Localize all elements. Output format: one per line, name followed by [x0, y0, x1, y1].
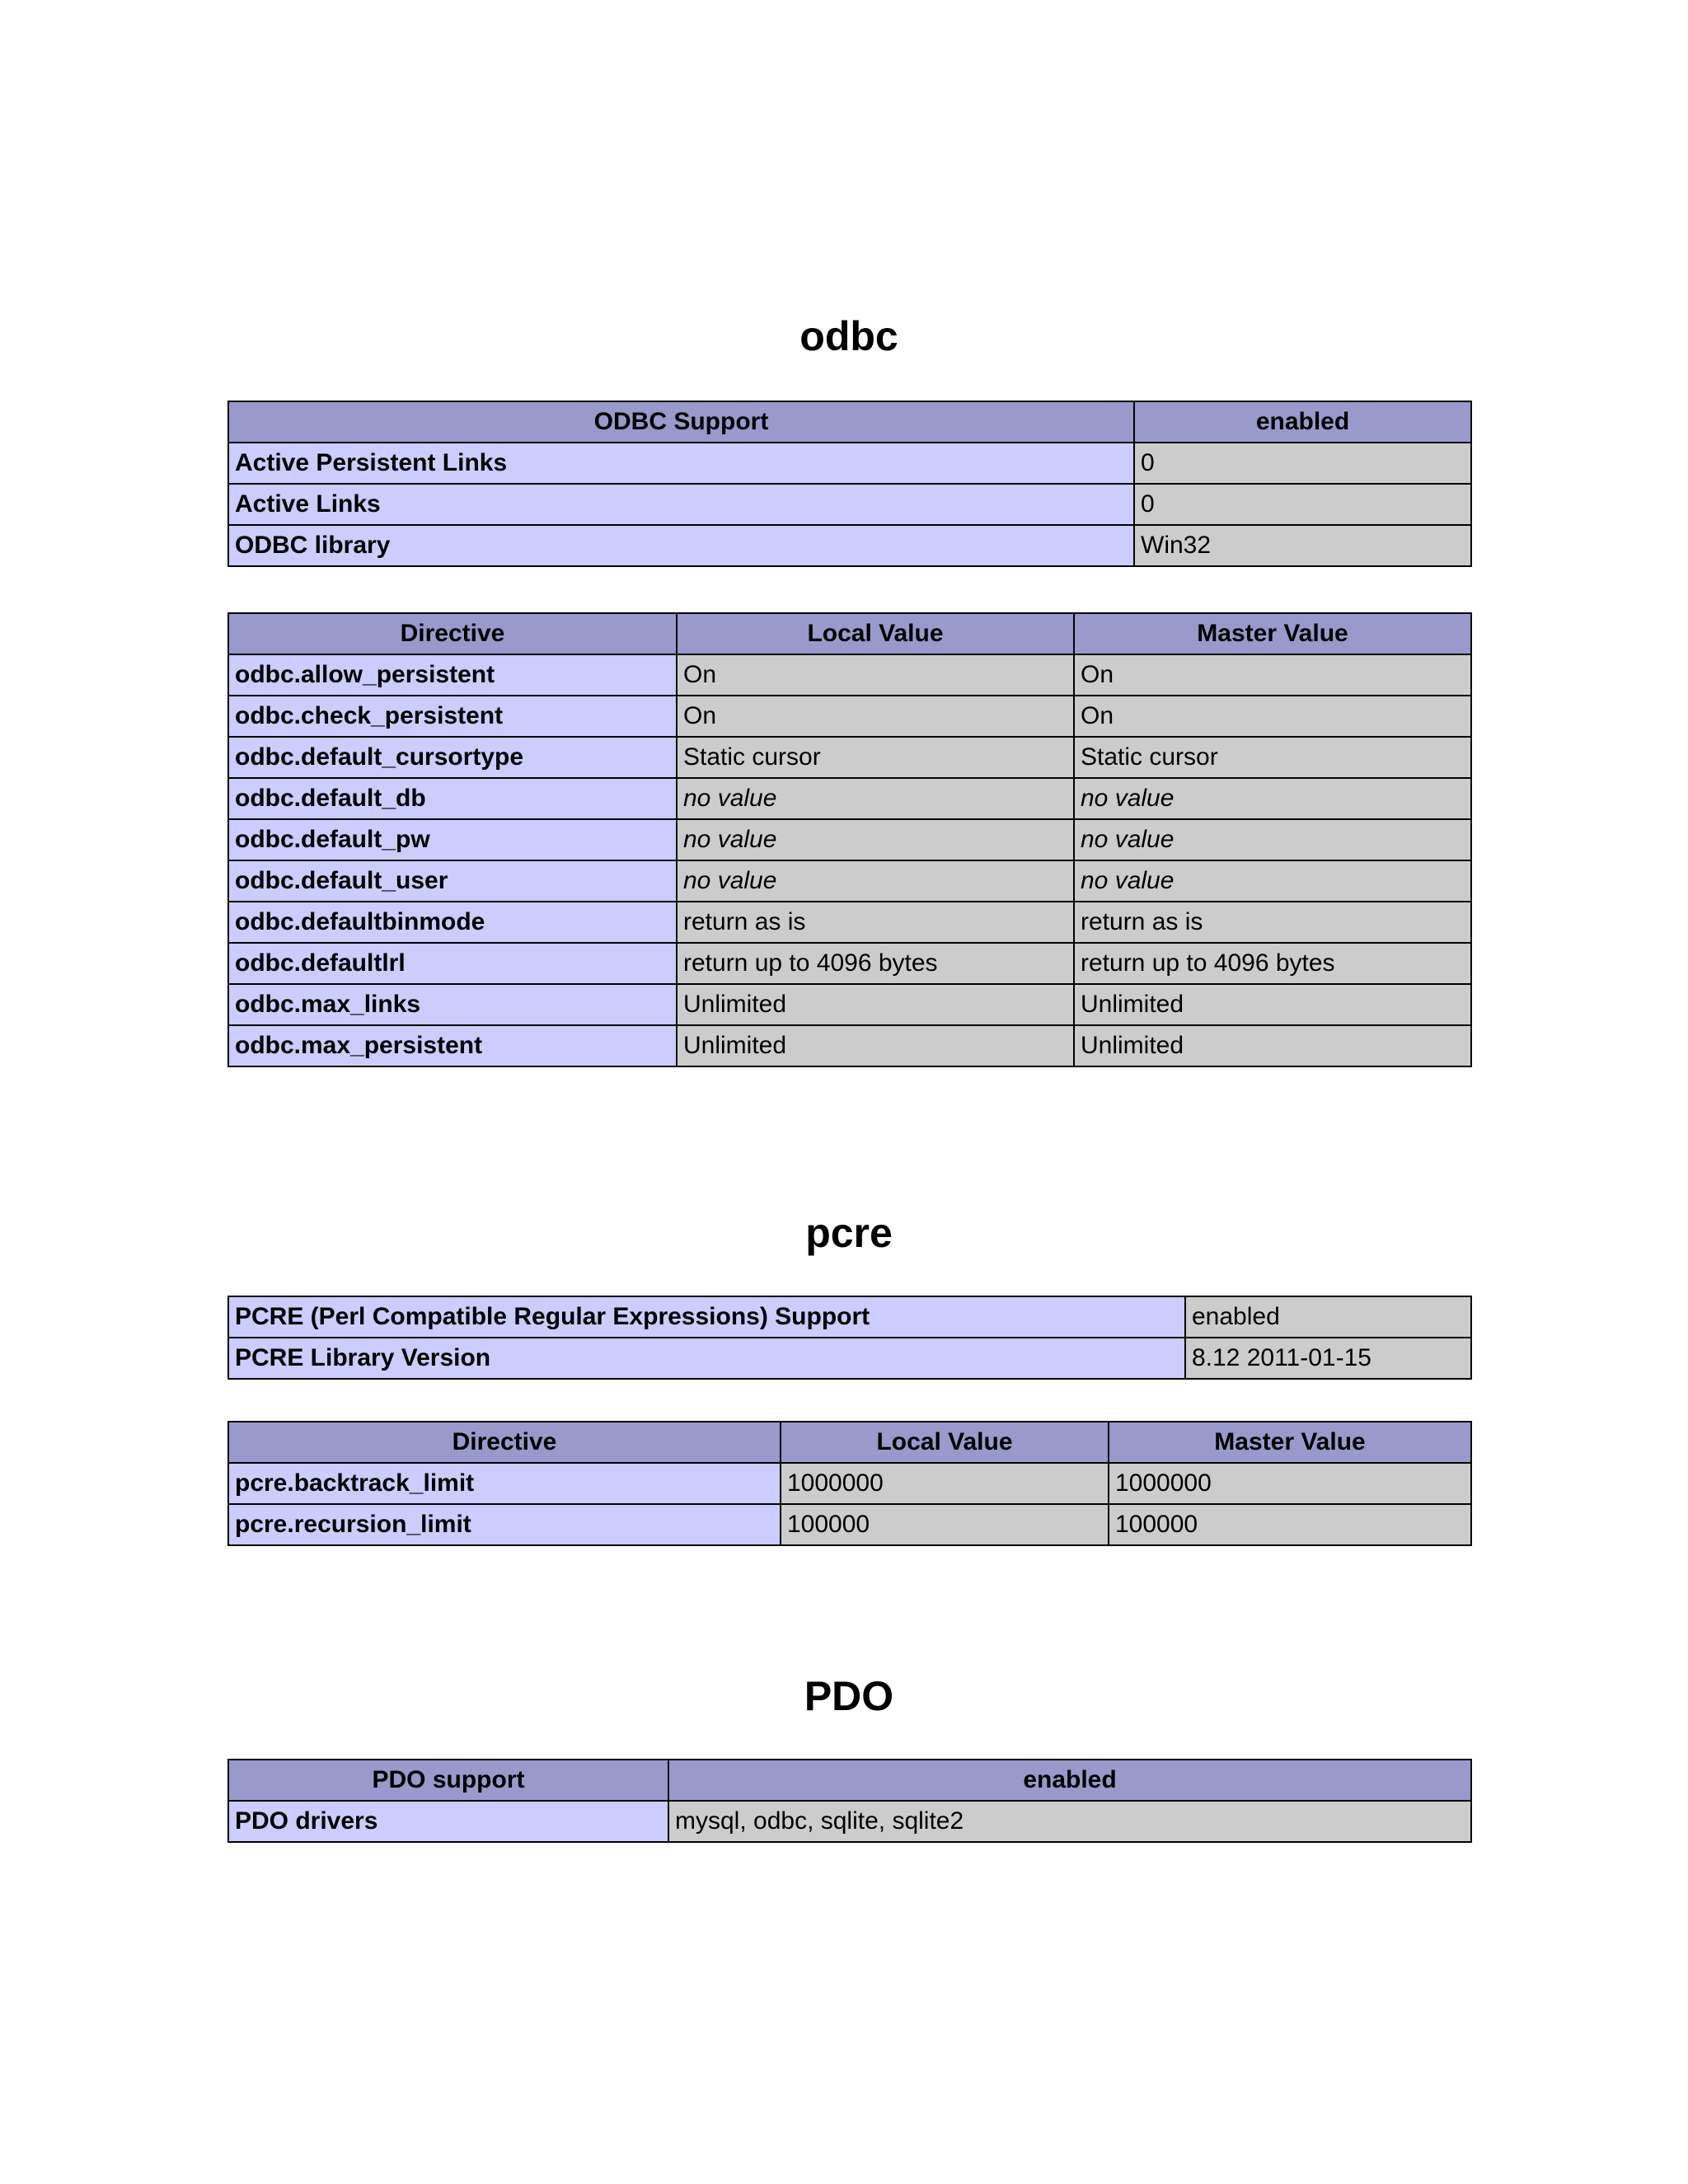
table-row	[228, 443, 1471, 484]
header-cell: Directive	[228, 613, 677, 654]
section-pcre	[227, 1208, 1470, 1258]
no-value-text: no value	[1081, 785, 1175, 812]
master-value: On	[1074, 654, 1471, 696]
table-row	[228, 860, 1471, 902]
directive-name: odbc.allow_persistent	[228, 654, 677, 696]
directive-name: odbc.defaultlrl	[228, 943, 677, 984]
odbc-directive-table	[227, 612, 1472, 1067]
header-cell: enabled	[1134, 401, 1471, 443]
table-row	[228, 1463, 1471, 1504]
header-cell: ODBC Support	[228, 401, 1134, 443]
row-value: enabled	[1185, 1296, 1471, 1338]
table-row	[228, 778, 1471, 819]
local-value	[677, 819, 1074, 860]
row-label: PDO drivers	[228, 1801, 668, 1842]
master-value: Unlimited	[1074, 1025, 1471, 1066]
pdo-info-table	[227, 1759, 1472, 1843]
local-value: On	[677, 654, 1074, 696]
table-row	[228, 1801, 1471, 1842]
row-value: mysql, odbc, sqlite, sqlite2	[668, 1801, 1471, 1842]
row-value: 8.12 2011-01-15	[1185, 1338, 1471, 1379]
section-title-pcre: pcre	[805, 1210, 893, 1256]
master-value: return up to 4096 bytes	[1074, 943, 1471, 984]
local-value: Unlimited	[677, 984, 1074, 1025]
header-cell: enabled	[668, 1760, 1471, 1801]
local-value: Static cursor	[677, 737, 1074, 778]
header-cell: Directive	[228, 1422, 781, 1463]
master-value: Unlimited	[1074, 984, 1471, 1025]
table-row	[228, 1025, 1471, 1066]
directive-name: odbc.max_links	[228, 984, 677, 1025]
table-header-row	[228, 1422, 1471, 1463]
table-header-row	[228, 401, 1471, 443]
table-row	[228, 984, 1471, 1025]
header-cell: Local Value	[781, 1422, 1109, 1463]
no-value-text: no value	[1081, 867, 1175, 894]
pcre-info-table	[227, 1296, 1472, 1380]
directive-name: odbc.default_pw	[228, 819, 677, 860]
row-label: Active Persistent Links	[228, 443, 1134, 484]
section-pdo	[227, 1671, 1470, 1721]
header-cell: Local Value	[677, 613, 1074, 654]
section-odbc	[227, 312, 1470, 361]
local-value: 1000000	[781, 1463, 1109, 1504]
table-row	[228, 902, 1471, 943]
local-value: Unlimited	[677, 1025, 1074, 1066]
master-value	[1074, 778, 1471, 819]
header-cell: Master Value	[1074, 613, 1471, 654]
local-value: On	[677, 696, 1074, 737]
table-row	[228, 1296, 1471, 1338]
local-value	[677, 778, 1074, 819]
row-label: ODBC library	[228, 525, 1134, 566]
master-value: On	[1074, 696, 1471, 737]
local-value: return up to 4096 bytes	[677, 943, 1074, 984]
no-value-text: no value	[683, 867, 777, 894]
row-label: Active Links	[228, 484, 1134, 525]
master-value	[1074, 819, 1471, 860]
directive-name: odbc.default_user	[228, 860, 677, 902]
table-row	[228, 1338, 1471, 1379]
section-title-pdo: PDO	[804, 1673, 894, 1719]
table-row	[228, 525, 1471, 566]
odbc-info-table	[227, 401, 1472, 567]
directive-name: odbc.default_db	[228, 778, 677, 819]
master-value: 100000	[1109, 1504, 1471, 1545]
directive-name: pcre.backtrack_limit	[228, 1463, 781, 1504]
row-value: 0	[1134, 484, 1471, 525]
row-value: Win32	[1134, 525, 1471, 566]
table-row	[228, 819, 1471, 860]
no-value-text: no value	[1081, 826, 1175, 853]
table-header-row	[228, 1760, 1471, 1801]
local-value	[677, 860, 1074, 902]
master-value: Static cursor	[1074, 737, 1471, 778]
pcre-directive-table	[227, 1421, 1472, 1546]
master-value	[1074, 860, 1471, 902]
table-row	[228, 943, 1471, 984]
section-title-odbc: odbc	[799, 313, 898, 359]
no-value-text: no value	[683, 826, 777, 853]
directive-name: odbc.defaultbinmode	[228, 902, 677, 943]
directive-name: pcre.recursion_limit	[228, 1504, 781, 1545]
master-value: 1000000	[1109, 1463, 1471, 1504]
table-header-row	[228, 613, 1471, 654]
no-value-text: no value	[683, 785, 777, 812]
row-label: PCRE Library Version	[228, 1338, 1185, 1379]
directive-name: odbc.default_cursortype	[228, 737, 677, 778]
row-value: 0	[1134, 443, 1471, 484]
master-value: return as is	[1074, 902, 1471, 943]
table-row	[228, 654, 1471, 696]
directive-name: odbc.max_persistent	[228, 1025, 677, 1066]
row-label: PCRE (Perl Compatible Regular Expressions) Support	[228, 1296, 1185, 1338]
header-cell: PDO support	[228, 1760, 668, 1801]
table-row	[228, 484, 1471, 525]
header-cell: Master Value	[1109, 1422, 1471, 1463]
directive-name: odbc.check_persistent	[228, 696, 677, 737]
table-row	[228, 696, 1471, 737]
table-row	[228, 737, 1471, 778]
local-value: 100000	[781, 1504, 1109, 1545]
local-value: return as is	[677, 902, 1074, 943]
table-row	[228, 1504, 1471, 1545]
